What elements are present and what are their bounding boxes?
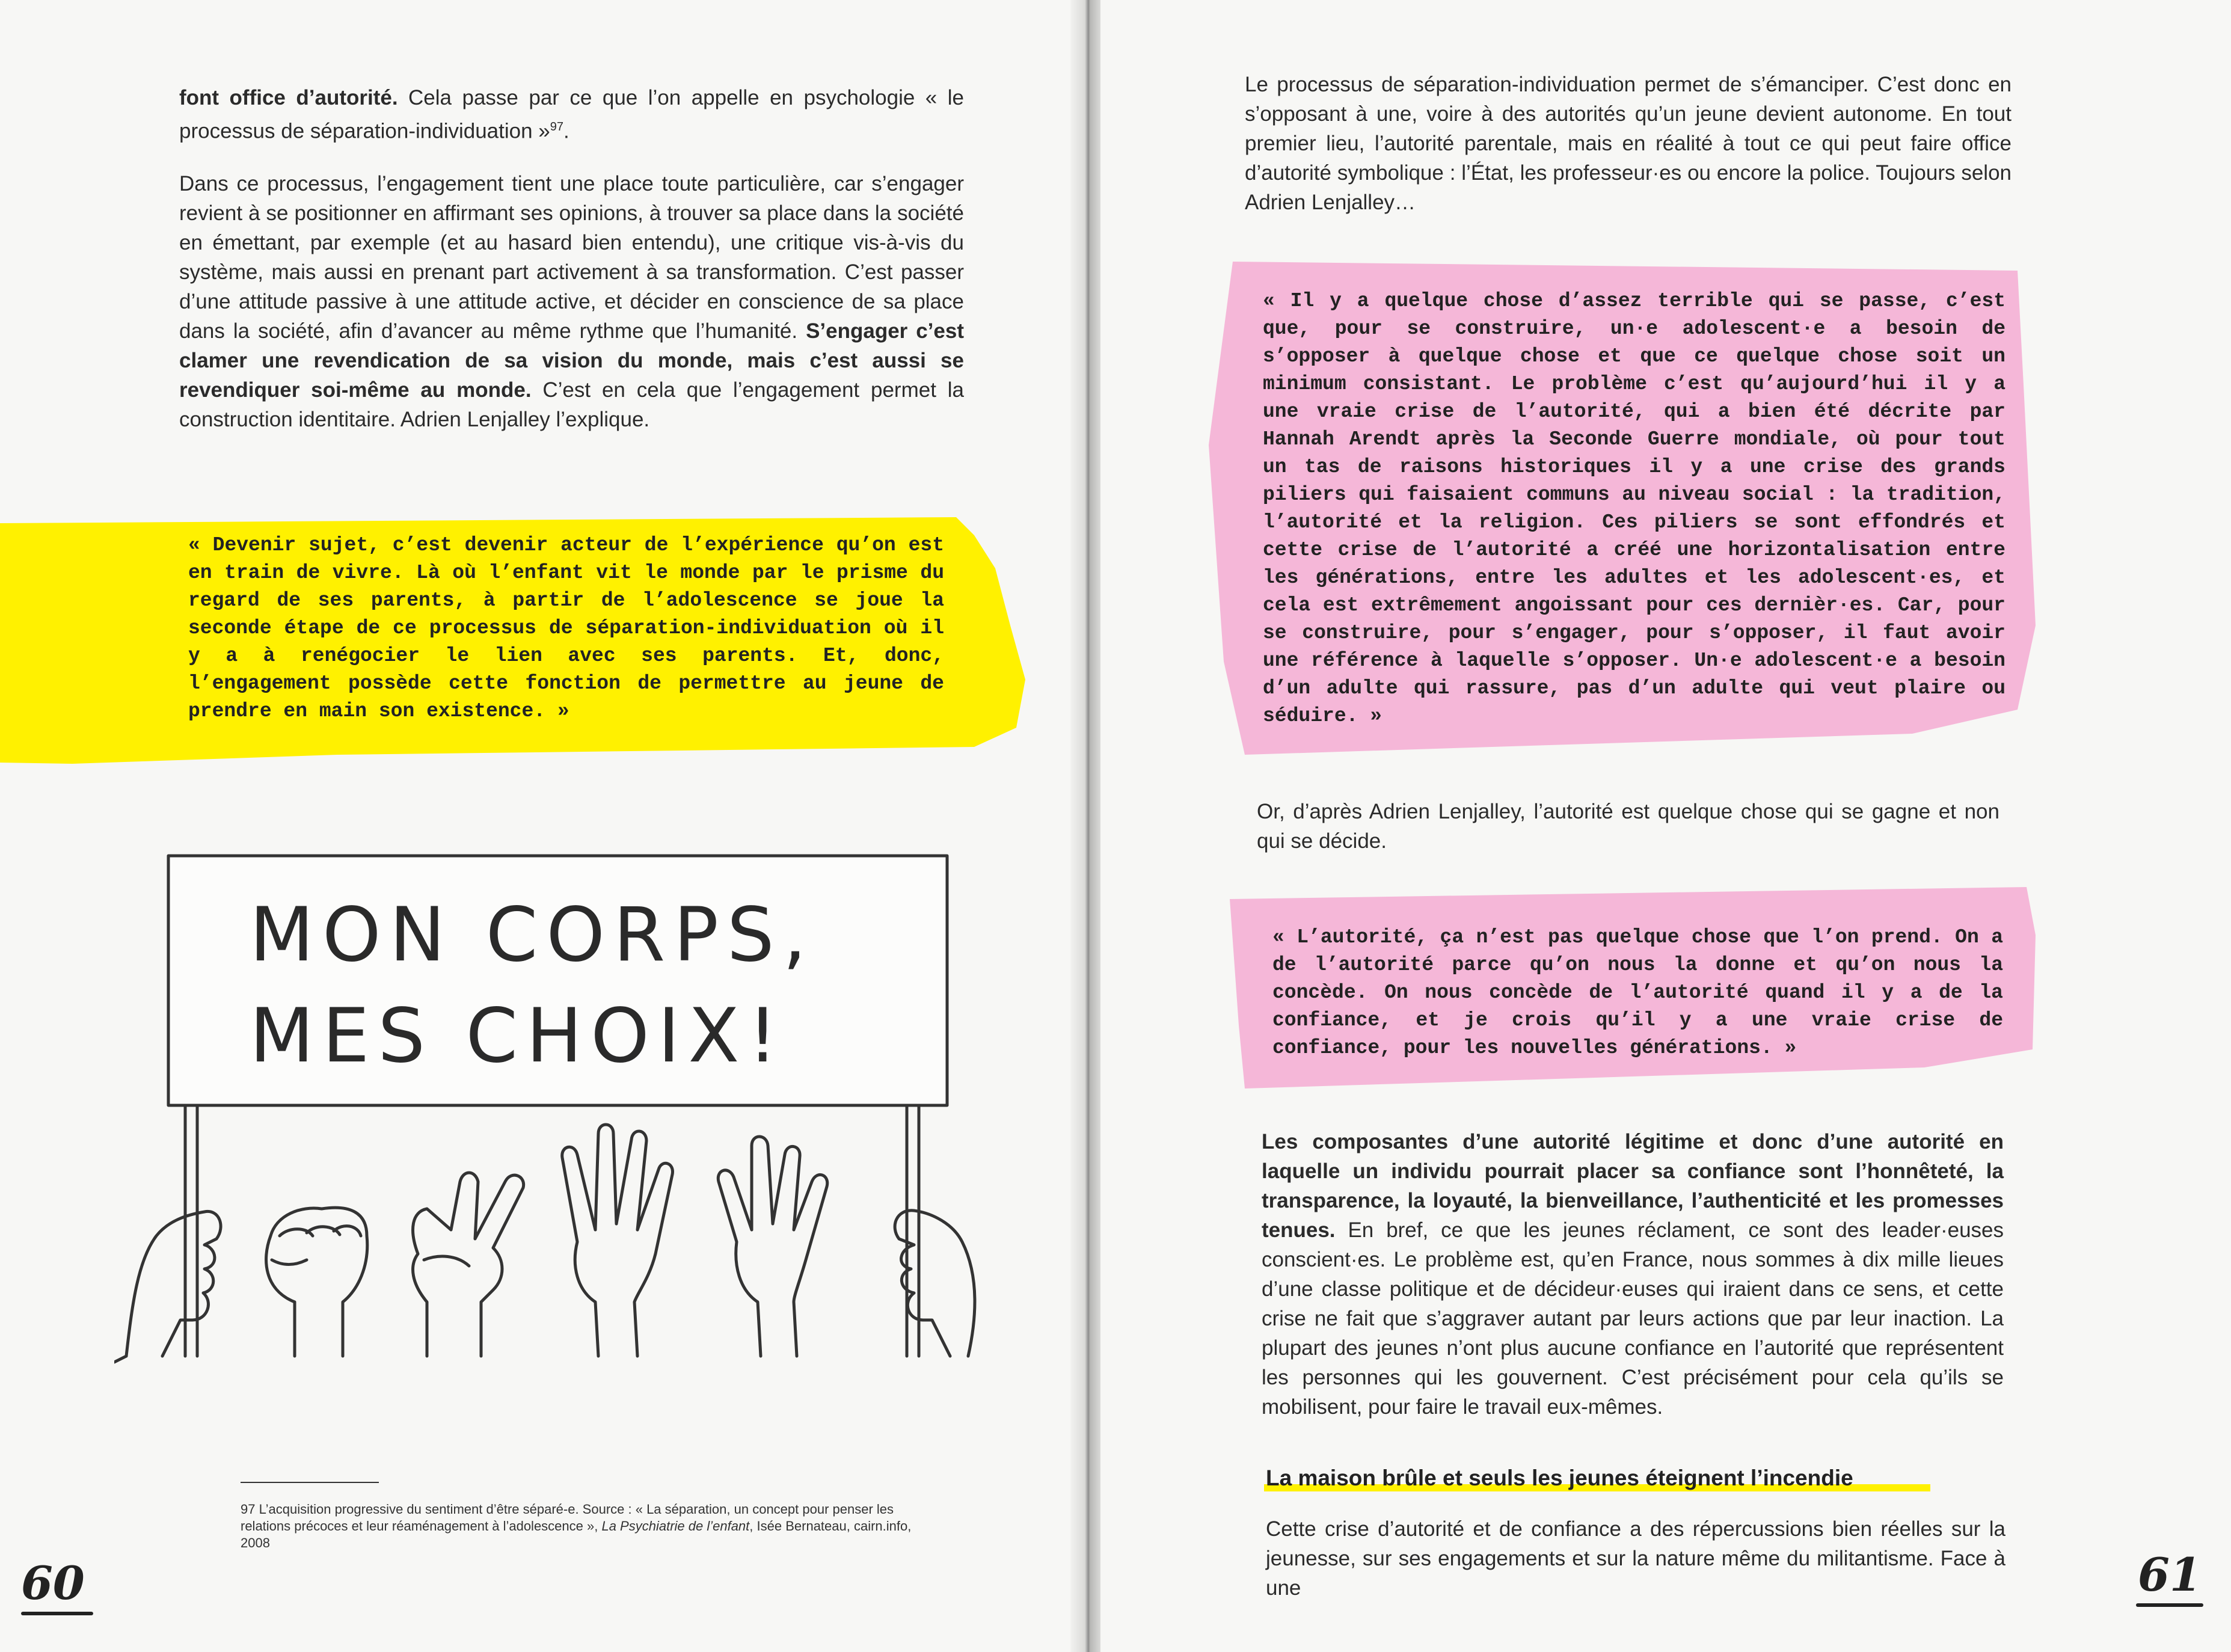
right-paragraph-3 <box>1262 1127 2004 1422</box>
footnote-text-1: L’acquisition progressive du sentiment d’être séparé-e. Source : « La séparation, un concept pour penser les relations précoces et leur réaménagement à l’adolescence », <box>241 1502 894 1534</box>
page-number-right-underline <box>2136 1603 2203 1607</box>
left-p1-end: . <box>563 119 569 143</box>
left-paragraph-1 <box>179 83 964 457</box>
right-paragraph-2: Or, d’après Adrien Lenjalley, l’autorité est quelque chose qui se gagne et non qui se décide. <box>1257 800 1999 853</box>
page-number-right: 61 <box>2138 1548 2202 1601</box>
footnote-title: La Psychiatrie de l’enfant <box>601 1518 750 1534</box>
footnote-number: 97 <box>241 1502 256 1517</box>
left-p1-text: Cela passe par ce que l’on appelle en psychologie « le processus de séparation-individuation » <box>179 86 964 143</box>
sign-line-2: MES CHOIX! <box>250 993 787 1079</box>
left-quote: « Devenir sujet, c’est devenir acteur de l’expérience qu’on est en train de vivre. Là où l’enfant vit le monde par le prisme du regard de ses parents, à partir de l’adolescence se joue la seconde étape de ce processus de séparation-individuation où il y a à renégocier le lien avec ses parents. Et, donc, l’engagement possède cette fonction de permettre au jeune de prendre en main son existence. » <box>188 534 944 722</box>
footnote-text-2: , Isée Bernateau, cairn.info, 2008 <box>241 1518 912 1550</box>
right-quote-2: « L’autorité, ça n’est pas quelque chose que l’on prend. On a de l’autorité parce qu’on nous la donne et qu’on nous la concède. On nous concède de l’autorité quand il y a de la confiance, et je crois qu’il y a une vraie crise de confiance, pour les nouvelles générations. » <box>1272 926 2003 1059</box>
page-number-left-underline <box>21 1612 93 1615</box>
right-p3-text: En bref, ce que les jeunes réclament, ce sont des leader·euses conscient·es. Le problème est, qu’en France, nous sommes à dix mille lieues d’une classe politique et de décideur·euses qui iraient dans ce sens, et cette crise ne fait que s’aggraver autant par leurs actions que par leur inaction. La plupart des jeunes n’ont plus aucune confiance en l’autorité que représentent les personnes qui les gouvernent. C’est précisément pour cela qu’ils se mobilisent, pour faire le travail eux-mêmes. <box>1262 1218 2004 1419</box>
footnote <box>241 1501 932 1552</box>
sign-line-1: MON CORPS, <box>250 892 815 978</box>
left-p2-text1: Dans ce processus, l’engagement tient une place toute particulière, car s’engager revient à se positionner en affirmant ses opinions, à trouver sa place dans la société en émettant, par exemple (et au hasard bien entendu), une critique vis-à-vis du système, mais aussi en prenant part activement à sa transformation. C’est passer d’une attitude passive à une attitude active, et décider en conscience de sa place dans la société, afin d’avancer au même rythme que l’humanité. <box>179 171 964 343</box>
right-paragraph-4: Cette crise d’autorité et de confiance a des répercussions bien réelles sur la jeunesse, sur ses engagements et sur la nature même du militantisme. Face à une <box>1266 1517 2005 1600</box>
right-paragraph-1: Le processus de séparation-individuation permet de s’émanciper. C’est donc en s’opposant à une, voire à des autorités qu’un jeune devient autonome. En tout premier lieu, l’autorité parentale, mais en réalité à tout ce qui peut faire office d’autorité symbolique : l’État, les professeur·es ou encore la police. Toujours selon Adrien Lenjalley… <box>1245 73 2012 214</box>
right-quote-1: « Il y a quelque chose d’assez terrible qui se passe, c’est que, pour se construire, un·e adolescent·e a besoin de s’opposer à quelque chose et que ce quelque chose soit un minimum consistant. Le problème c’est qu’aujourd’hui il y a une vraie crise de l’autorité, qui a bien été décrite par Hannah Arendt après la Seconde Guerre mondiale, où pour tout un tas de raisons historiques il y a une crise des grands piliers qui faisaient communs au niveau social : la tradition, l’autorité et la religion. Ces piliers se sont effondrés et cette crise de l’autorité a créé une horizontalisation entre les générations, entre les adultes et les adolescent·es, et cela est extrêmement angoissant pour ces dernièr·es. Car, pour se construire, pour s’engager, pour s’opposer, il faut avoir une référence à laquelle s’opposer. Un·e adolescent·e a besoin d’un adulte qui rassure, pas d’un adulte qui veut plaire ou séduire. » <box>1263 290 2005 727</box>
page-number-left: 60 <box>21 1556 85 1610</box>
left-paragraph-2 <box>179 169 964 434</box>
section-heading: La maison brûle et seuls les jeunes éteignent l’incendie <box>1266 1466 1853 1490</box>
left-p2-bold: S’engager c’est clamer une revendication de sa vision du monde, mais c’est aussi se revendiquer soi-même au monde. <box>179 319 964 402</box>
left-p2-text2: C’est en cela que l’engagement permet la construction identitaire. Adrien Lenjalley l’explique. <box>179 378 964 431</box>
protest-illustration <box>114 845 1004 1386</box>
left-page <box>0 0 1088 1652</box>
right-p3-bold: Les composantes d’une autorité légitime et donc d’une autorité en laquelle un individu pourrait placer sa confiance sont l’honnêteté, la transparence, la loyauté, la bienveillance, l’authenticité et les promesses tenues. <box>1262 1130 2004 1242</box>
footnote-rule <box>241 1482 379 1483</box>
left-p1-bold-lead: font office d’autorité. <box>179 86 398 109</box>
right-page <box>1100 0 2231 1652</box>
footnote-ref[interactable]: 97 <box>550 120 564 134</box>
